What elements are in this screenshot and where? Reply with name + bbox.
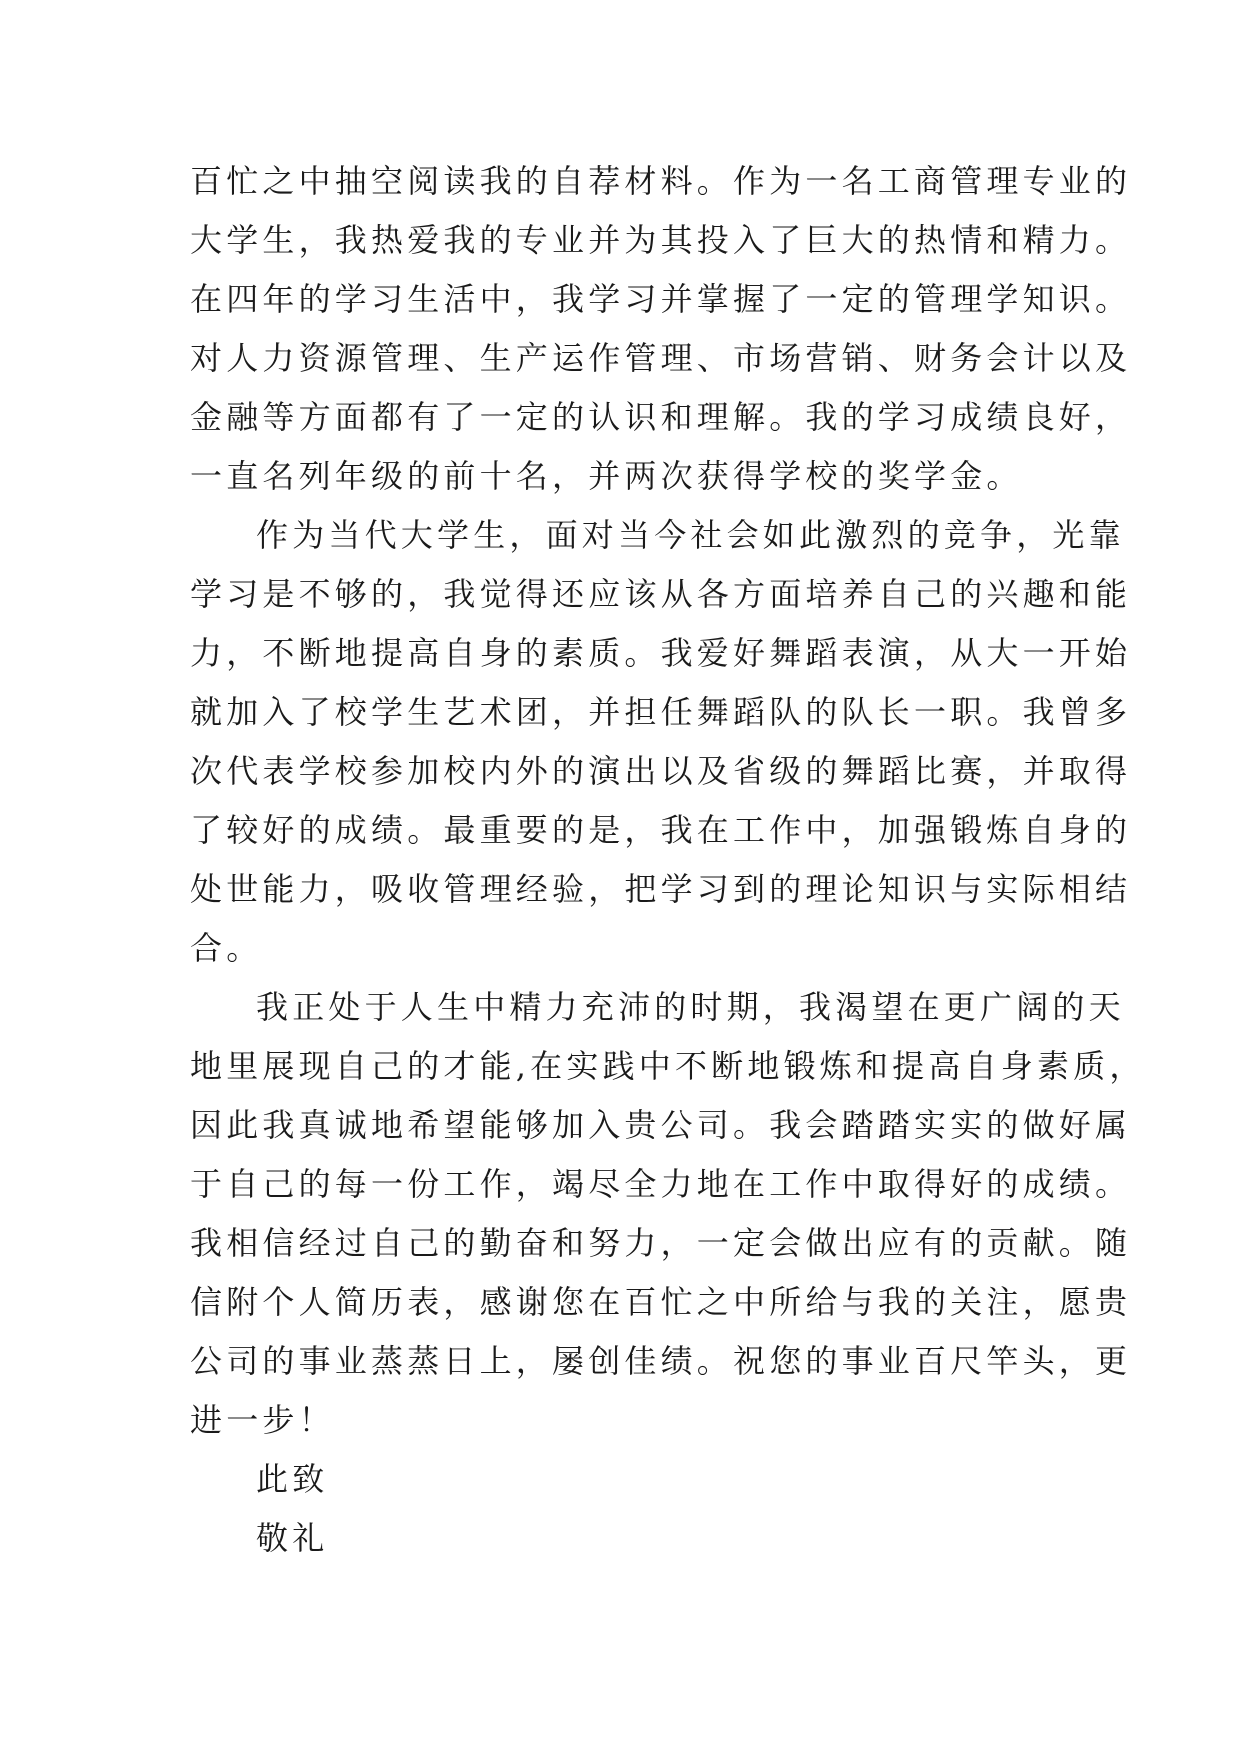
text-line: 进一步！ xyxy=(190,1401,335,1439)
closing-salutation: 此致 xyxy=(256,1460,329,1498)
text-line: 就加入了校学生艺术团，并担任舞蹈队的队长一职。我曾多 xyxy=(190,693,1132,731)
text-line: 金融等方面都有了一定的认识和理解。我的学习成绩良好， xyxy=(190,398,1132,436)
text-line: 大学生，我热爱我的专业并为其投入了巨大的热情和精力。 xyxy=(190,221,1132,259)
text-line: 了较好的成绩。最重要的是，我在工作中，加强锻炼自身的 xyxy=(190,811,1132,849)
text-line: 我相信经过自己的勤奋和努力，一定会做出应有的贡献。随 xyxy=(190,1224,1132,1262)
text-line: 百忙之中抽空阅读我的自荐材料。作为一名工商管理专业的 xyxy=(190,162,1132,200)
text-line: 我正处于人生中精力充沛的时期，我渴望在更广阔的天 xyxy=(256,988,1125,1026)
paragraph-2 xyxy=(190,506,1132,978)
text-line: 地里展现自己的才能,在实践中不断地锻炼和提高自身素质， xyxy=(190,1047,1146,1085)
text-line: 力，不断地提高自身的素质。我爱好舞蹈表演，从大一开始 xyxy=(190,634,1132,672)
text-line: 在四年的学习生活中，我学习并掌握了一定的管理学知识。 xyxy=(190,280,1132,318)
paragraph-1 xyxy=(190,152,1132,506)
paragraph-3 xyxy=(190,978,1146,1450)
text-line: 因此我真诚地希望能够加入贵公司。我会踏踏实实的做好属 xyxy=(190,1106,1132,1144)
text-line: 于自己的每一份工作，竭尽全力地在工作中取得好的成绩。 xyxy=(190,1165,1132,1203)
text-line: 公司的事业蒸蒸日上，屡创佳绩。祝您的事业百尺竿头，更 xyxy=(190,1342,1132,1380)
text-line: 信附个人简历表，感谢您在百忙之中所给与我的关注，愿贵 xyxy=(190,1283,1132,1321)
text-line: 对人力资源管理、生产运作管理、市场营销、财务会计以及 xyxy=(190,339,1132,377)
text-line: 合。 xyxy=(190,929,263,967)
closing-regards: 敬礼 xyxy=(256,1519,329,1557)
text-line: 作为当代大学生，面对当今社会如此激烈的竞争，光靠 xyxy=(256,516,1125,554)
text-line: 学习是不够的，我觉得还应该从各方面培养自己的兴趣和能 xyxy=(190,575,1132,613)
text-line: 一直名列年级的前十名，并两次获得学校的奖学金。 xyxy=(190,457,1023,495)
text-line: 次代表学校参加校内外的演出以及省级的舞蹈比赛，并取得 xyxy=(190,752,1132,790)
text-line: 处世能力，吸收管理经验，把学习到的理论知识与实际相结 xyxy=(190,870,1132,908)
letter-body xyxy=(190,152,1146,1568)
